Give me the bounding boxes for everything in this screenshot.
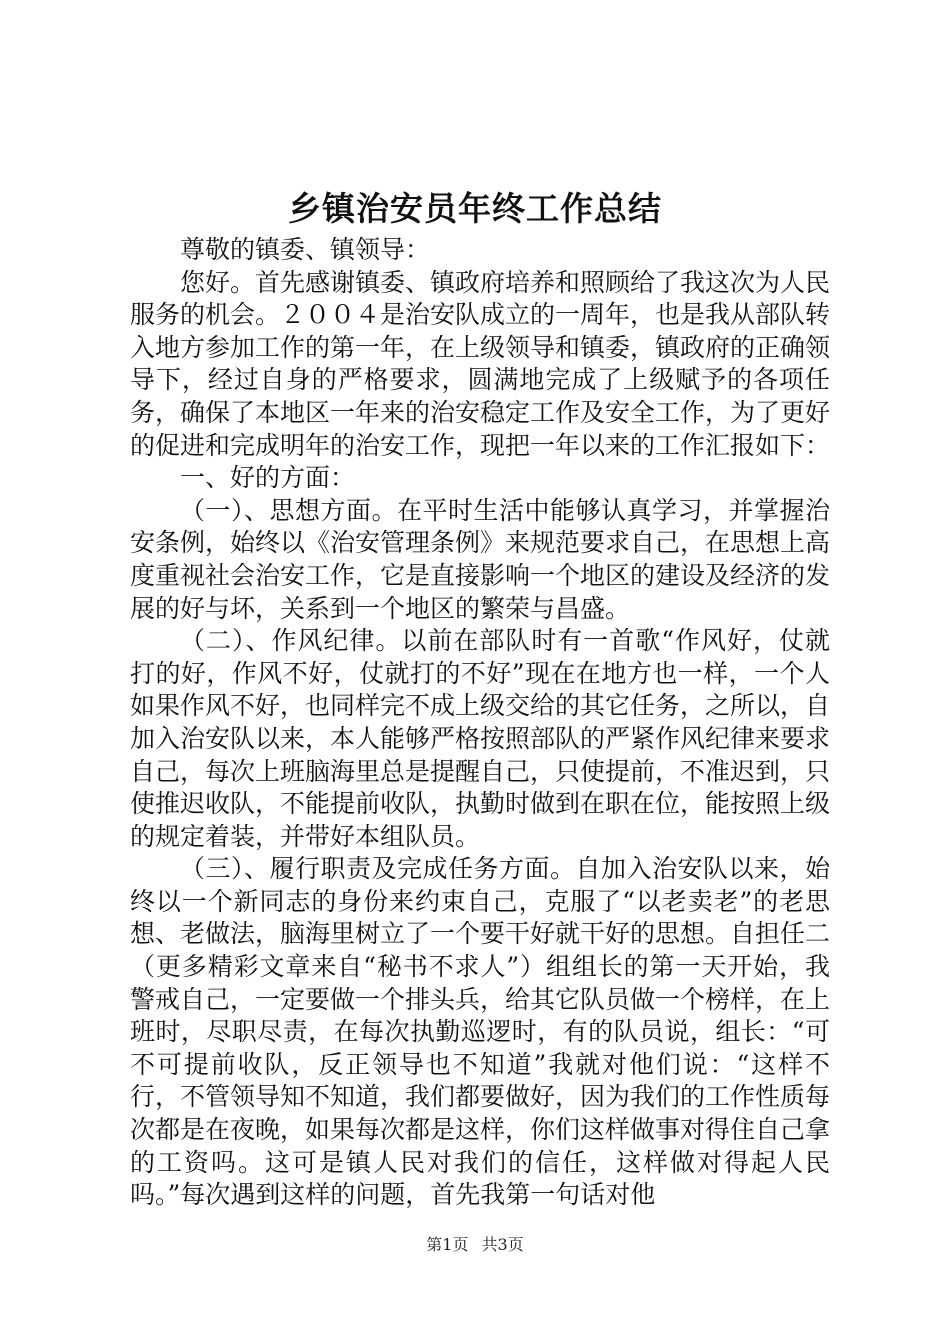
document-body [130,234,830,1212]
section-heading: 一、好的方面： [180,463,356,493]
document-title: 乡镇治安员年终工作总结 [288,189,662,228]
discipline-paragraph: （二）、作风纪律。以前在部队时有一首歌“作风好，仗就打的好，作风不好，仗就打的不好”现在在地方也一样，一个人如果作风不好，也同样完不成上级交给的其它任务，之所以，自加入治安队以来，本人能够严格按照部队的严紧作风纪律来要求自己，每次上班脑海里总是提醒自己，只使提前，不准迟到，只使推迟收队，不能提前收队，执勤时做到在职在位，能按照上级的规定着装，并带好本组队员。 [130,626,831,851]
thought-paragraph: （一）、思想方面。在平时生活中能够认真学习，并掌握治安条例，始终以《治安管理条例》来规范要求自己，在思想上高度重视社会治安工作，它是直接影响一个地区的建设及经济的发展的好与坏，关系到一个地区的繁荣与昌盛。 [130,495,831,623]
page-number: 第1页 [426,1235,469,1254]
page-total: 共3页 [481,1235,524,1254]
duty-paragraph: （三）、履行职责及完成任务方面。自加入治安队以来，始终以一个新同志的身份来约束自己，克服了“以老卖老”的老思想、老做法，脑海里树立了一个要干好就干好的思想。自担任二（更多精彩文章来自“秘书不求人”）组组长的第一天开始，我警戒自己，一定要做一个排头兵，给其它队员做一个榜样，在上班时，尽职尽责，在每次执勤巡逻时，有的队员说，组长：“可不可提前收队，反正领导也不知道”我就对他们说：“这样不行，不管领导知不知道，我们都要做好，因为我们的工作性质每次都是在夜晚，如果每次都是这样，你们这样做事对得住自己拿的工资吗。这可是镇人民对我们的信任，这样做对得起人民吗。”每次遇到这样的问题，首先我第一句话对他 [130,854,831,1210]
intro-paragraph: 您好。首先感谢镇委、镇政府培养和照顾给了我这次为人民服务的机会。２００４是治安队成立的一周年，也是我从部队转入地方参加工作的第一年，在上级领导和镇委，镇政府的正确领导下，经过自身的严格要求，圆满地完成了上级赋予的各项任务，确保了本地区一年来的治安稳定工作及安全工作，为了更好的促进和完成明年的治安工作，现把一年以来的工作汇报如下： [130,267,831,460]
page-footer [0,1233,950,1257]
salutation-paragraph: 尊敬的镇委、镇领导： [180,235,431,264]
